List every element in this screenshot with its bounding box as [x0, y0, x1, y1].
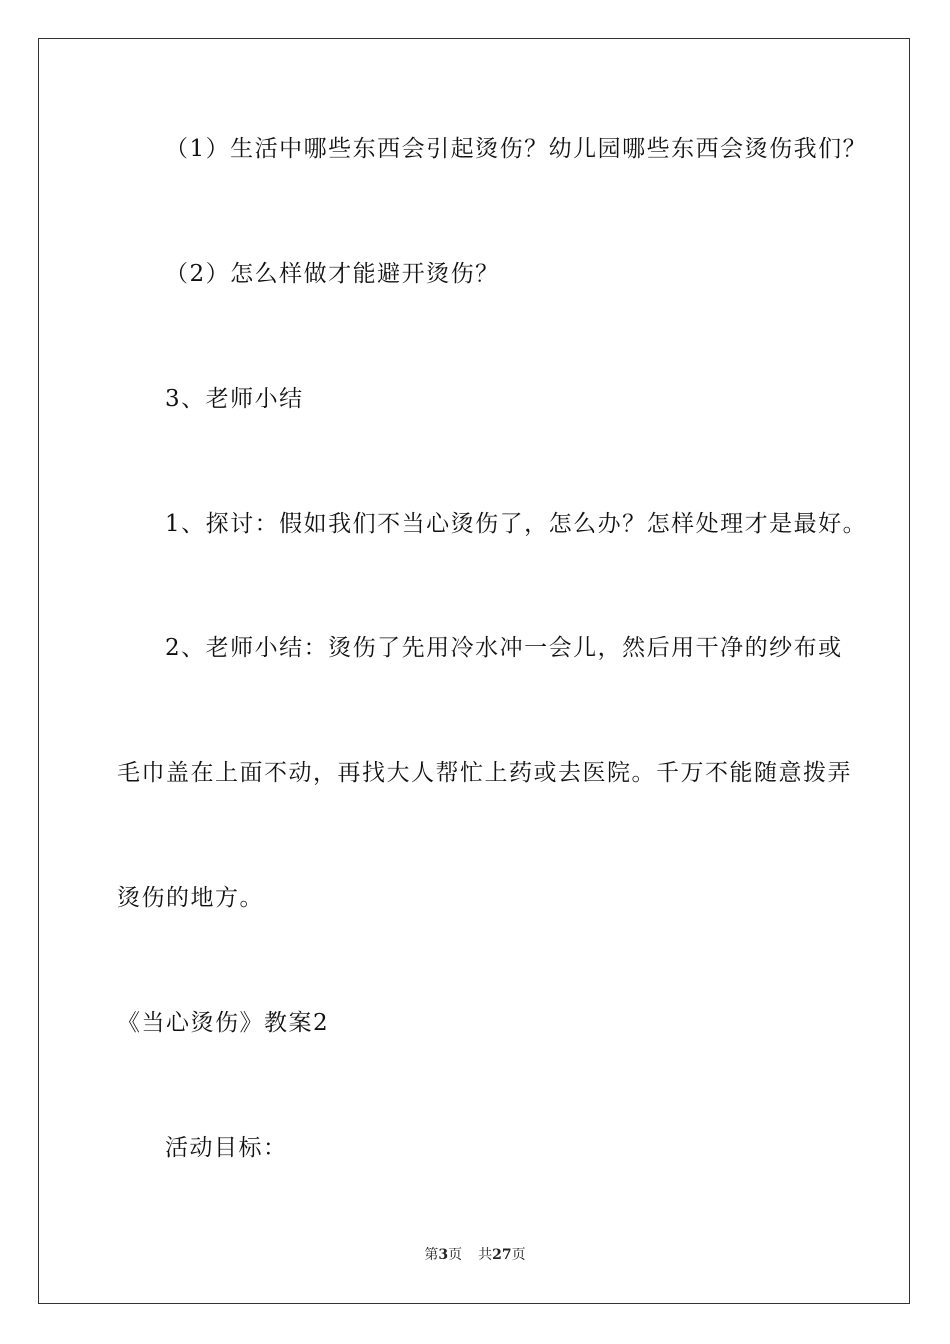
paragraph-teacher-summary-line-3: 烫伤的地方。 [117, 885, 264, 911]
footer-page-number: 3 [438, 1247, 449, 1263]
lesson-plan-title: 《当心烫伤》教案2 [117, 1010, 330, 1036]
activity-goals-heading: 活动目标： [165, 1135, 288, 1161]
footer-total-suffix: 页 [511, 1247, 526, 1263]
page-border [38, 38, 910, 1304]
paragraph-question-1: （1）生活中哪些东西会引起烫伤？幼儿园哪些东西会烫伤我们？ [165, 136, 868, 162]
page-footer [0, 1246, 950, 1264]
paragraph-discussion: 1、探讨：假如我们不当心烫伤了，怎么办？怎样处理才是最好。 [165, 511, 868, 537]
footer-page-prefix: 第 [424, 1247, 439, 1263]
footer-total-pages: 27 [492, 1247, 512, 1263]
paragraph-question-2: （2）怎么样做才能避开烫伤？ [165, 261, 500, 287]
paragraph-teacher-summary-line-2: 毛巾盖在上面不动，再找大人帮忙上药或去医院。千万不能随意拨弄 [117, 760, 852, 786]
paragraph-teacher-summary-line-1: 2、老师小结：烫伤了先用冷水冲一会儿，然后用干净的纱布或 [165, 635, 843, 661]
paragraph-teacher-summary-heading: 3、老师小结 [165, 386, 304, 412]
footer-total-prefix: 共 [478, 1247, 493, 1263]
footer-page-suffix: 页 [448, 1247, 463, 1263]
